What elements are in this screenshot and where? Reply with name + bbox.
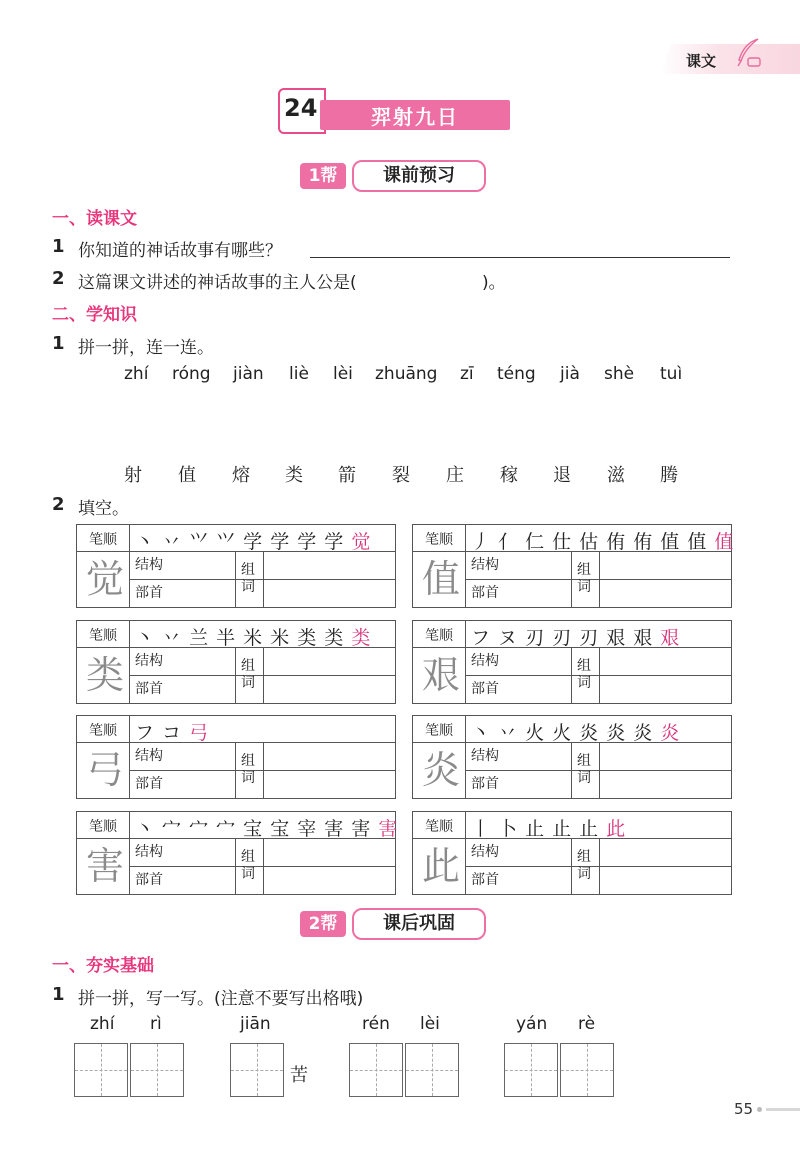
word-label: 组 词 bbox=[577, 562, 591, 595]
pinyin-item[interactable]: lèi bbox=[333, 364, 353, 384]
char-card bbox=[76, 620, 396, 704]
model-character: 觉 bbox=[85, 557, 124, 601]
radical-label: 部首 bbox=[135, 681, 163, 697]
writing-grid-box[interactable] bbox=[230, 1043, 284, 1097]
writing-grid-box[interactable] bbox=[405, 1043, 459, 1097]
writing-grid-box[interactable] bbox=[74, 1043, 128, 1097]
model-character: 艰 bbox=[421, 653, 460, 697]
stroke-order-label: 笔顺 bbox=[425, 628, 453, 644]
learn-q1-number: 1 bbox=[52, 333, 65, 354]
writing-grid-box[interactable] bbox=[504, 1043, 558, 1097]
word-label: 组 词 bbox=[241, 849, 255, 882]
word-label: 组 词 bbox=[241, 658, 255, 691]
stroke-sequence: 丶 丷 ⺍ ⺍ 学 学 学 学 觉 bbox=[135, 531, 372, 553]
learn-q1-text: 拼一拼，连一连。 bbox=[78, 338, 214, 358]
structure-label: 结构 bbox=[135, 748, 163, 764]
stroke-sequence: 丶 丷 兰 半 米 米 类 类 类 bbox=[135, 627, 372, 649]
stroke-sequence: フ ヌ 刃 刃 刃 艰 艰 艰 bbox=[471, 627, 681, 649]
pinyin-item[interactable]: zhí bbox=[124, 364, 149, 384]
pinyin-item[interactable]: zhuāng bbox=[375, 364, 438, 384]
structure-label: 结构 bbox=[471, 557, 499, 573]
radical-label: 部首 bbox=[471, 776, 499, 792]
section2-title: 课后巩固 bbox=[352, 908, 486, 940]
model-character: 弓 bbox=[85, 748, 124, 792]
hanzi-item[interactable]: 裂 bbox=[392, 465, 410, 486]
radical-label: 部首 bbox=[471, 585, 499, 601]
writing-grid-box[interactable] bbox=[130, 1043, 184, 1097]
char-card bbox=[412, 811, 732, 895]
radical-label: 部首 bbox=[135, 585, 163, 601]
stroke-order-label: 笔顺 bbox=[425, 723, 453, 739]
write-pinyin: zhí bbox=[90, 1014, 115, 1034]
pinyin-item[interactable]: zī bbox=[460, 364, 474, 384]
writing-grid-box[interactable] bbox=[349, 1043, 403, 1097]
stroke-sequence: 丨 卜 止 止 止 此 bbox=[471, 818, 627, 840]
read-q1-answer-line[interactable] bbox=[310, 257, 730, 258]
structure-label: 结构 bbox=[471, 653, 499, 669]
structure-label: 结构 bbox=[135, 653, 163, 669]
word-label: 组 词 bbox=[577, 753, 591, 786]
consolidate-heading: 一、夯实基础 bbox=[52, 956, 154, 976]
word-label: 组 词 bbox=[577, 658, 591, 691]
read-q2-number: 2 bbox=[52, 268, 65, 289]
learn-heading: 二、学知识 bbox=[52, 305, 137, 325]
stroke-order-label: 笔顺 bbox=[89, 628, 117, 644]
learn-q2-text: 填空。 bbox=[78, 499, 129, 519]
model-character: 炎 bbox=[421, 748, 460, 792]
stroke-order-label: 笔顺 bbox=[425, 819, 453, 835]
section1-title: 课前预习 bbox=[352, 160, 486, 192]
write-pinyin: yán bbox=[516, 1014, 548, 1034]
hanzi-item[interactable]: 退 bbox=[553, 465, 571, 486]
learn-q2-number: 2 bbox=[52, 494, 65, 515]
read-heading: 一、读课文 bbox=[52, 209, 137, 229]
model-character: 害 bbox=[85, 844, 124, 888]
stroke-sequence: 丶 丷 火 火 炎 炎 炎 炎 bbox=[471, 722, 681, 744]
consolidate-q1-text: 拼一拼，写一写。(注意不要写出格哦) bbox=[78, 989, 364, 1009]
pinyin-item[interactable]: jià bbox=[560, 364, 580, 384]
model-character: 类 bbox=[85, 653, 124, 697]
model-character: 值 bbox=[421, 557, 460, 601]
pinyin-item[interactable]: jiàn bbox=[233, 364, 264, 384]
quill-pen-icon bbox=[730, 36, 764, 70]
read-q2-text: 这篇课文讲述的神话故事的主人公是( bbox=[78, 273, 357, 293]
stroke-order-label: 笔顺 bbox=[89, 723, 117, 739]
hanzi-item[interactable]: 熔 bbox=[232, 465, 250, 486]
word-label: 组 词 bbox=[241, 753, 255, 786]
structure-label: 结构 bbox=[135, 844, 163, 860]
stroke-sequence: 丿 亻 仁 仕 估 侑 侑 值 值 值 bbox=[471, 531, 735, 553]
radical-label: 部首 bbox=[471, 681, 499, 697]
stroke-order-label: 笔顺 bbox=[425, 532, 453, 548]
char-card bbox=[76, 811, 399, 895]
read-q2-end: )。 bbox=[482, 273, 506, 293]
pinyin-item[interactable]: liè bbox=[289, 364, 309, 384]
model-character: 此 bbox=[421, 844, 460, 888]
stroke-sequence: フ コ 弓 bbox=[135, 722, 210, 744]
write-pinyin: rè bbox=[578, 1014, 596, 1034]
write-pinyin: rén bbox=[362, 1014, 390, 1034]
hanzi-item[interactable]: 射 bbox=[124, 465, 142, 486]
char-card bbox=[412, 620, 732, 704]
char-card bbox=[412, 524, 735, 608]
word-label: 组 词 bbox=[577, 849, 591, 882]
structure-label: 结构 bbox=[471, 748, 499, 764]
hanzi-item[interactable]: 稼 bbox=[500, 465, 518, 486]
stroke-order-label: 笔顺 bbox=[89, 819, 117, 835]
section2-number: 2帮 bbox=[300, 911, 346, 937]
hanzi-item[interactable]: 箭 bbox=[338, 465, 356, 486]
structure-label: 结构 bbox=[135, 557, 163, 573]
corner-tab-label: 课文 bbox=[686, 52, 717, 70]
pinyin-item[interactable]: shè bbox=[604, 364, 635, 384]
write-pinyin: rì bbox=[150, 1014, 162, 1034]
radical-label: 部首 bbox=[471, 872, 499, 888]
hanzi-item[interactable]: 类 bbox=[285, 465, 303, 486]
lesson-title: 羿射九日 bbox=[371, 105, 459, 129]
structure-label: 结构 bbox=[471, 844, 499, 860]
hanzi-item[interactable]: 值 bbox=[178, 465, 196, 486]
writing-grid-box[interactable] bbox=[560, 1043, 614, 1097]
hanzi-item[interactable]: 滋 bbox=[607, 465, 625, 486]
stroke-sequence: 丶 宀 宀 宀 宝 宝 宰 害 害 害 bbox=[135, 818, 399, 840]
consolidate-q1-number: 1 bbox=[52, 984, 65, 1005]
write-pinyin: jiān bbox=[240, 1014, 271, 1034]
radical-label: 部首 bbox=[135, 776, 163, 792]
stroke-order-label: 笔顺 bbox=[89, 532, 117, 548]
hanzi-item[interactable]: 庄 bbox=[446, 465, 464, 486]
word-label: 组 词 bbox=[241, 562, 255, 595]
read-q1-number: 1 bbox=[52, 236, 65, 257]
pinyin-item[interactable]: róng bbox=[172, 364, 211, 384]
char-card bbox=[412, 715, 732, 799]
char-card bbox=[76, 715, 396, 799]
read-q2-answer-blank[interactable] bbox=[404, 268, 480, 290]
section1-number: 1帮 bbox=[300, 163, 346, 189]
page-number: 55 bbox=[734, 1100, 754, 1118]
char-card bbox=[76, 524, 396, 608]
pinyin-item[interactable]: téng bbox=[497, 364, 536, 384]
write-pinyin: lèi bbox=[420, 1014, 440, 1034]
page-line bbox=[766, 1108, 800, 1111]
radical-label: 部首 bbox=[135, 872, 163, 888]
read-q1-text: 你知道的神话故事有哪些？ bbox=[78, 241, 282, 261]
hanzi-item[interactable]: 腾 bbox=[660, 465, 678, 486]
lesson-number: 24 bbox=[284, 94, 318, 122]
page-dot bbox=[757, 1107, 762, 1112]
pinyin-item[interactable]: tuì bbox=[660, 364, 683, 384]
given-character: 苦 bbox=[290, 1065, 308, 1086]
